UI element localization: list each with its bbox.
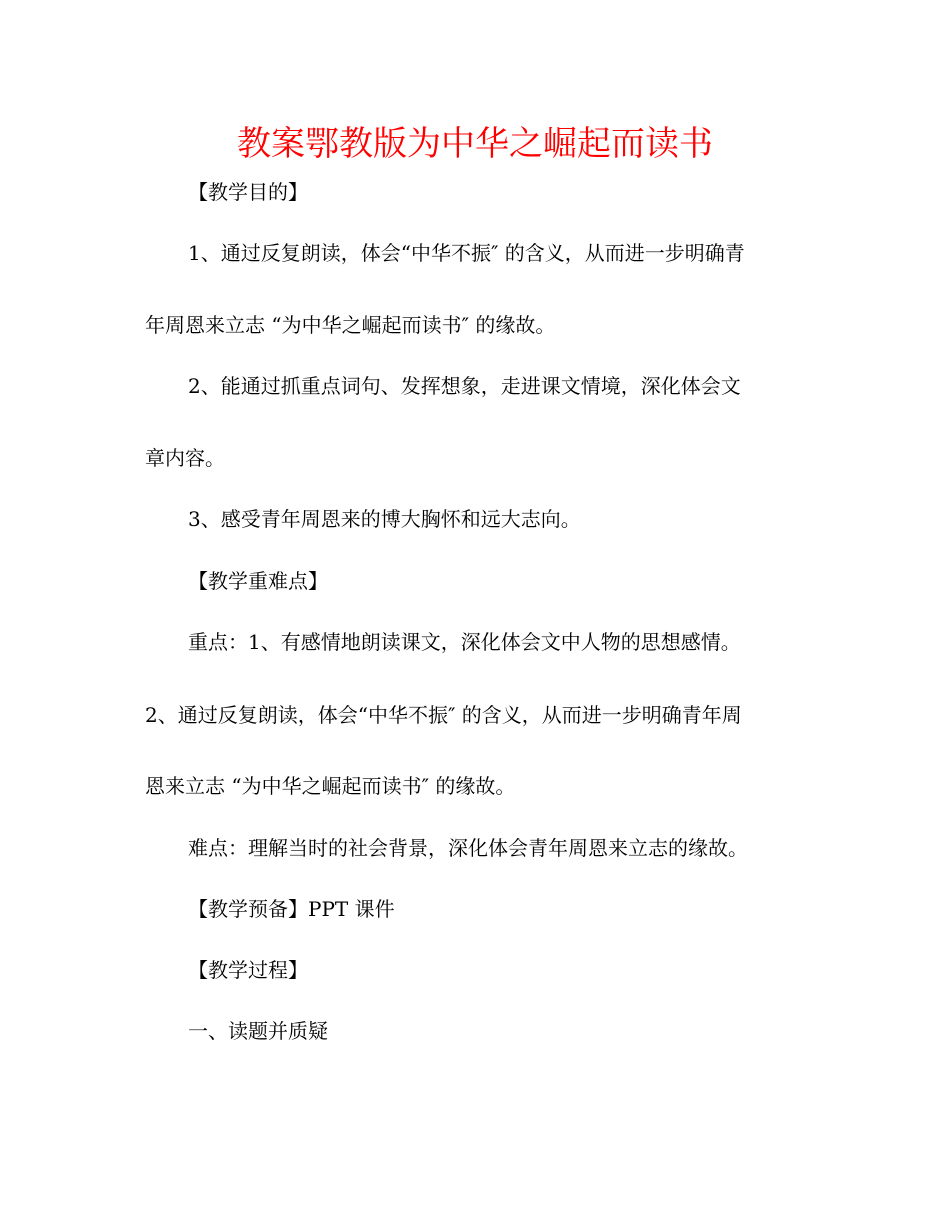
heading-key-points: 【教学重难点】 — [188, 569, 328, 593]
paragraph-line: 重点：1、有感情地朗读课文，深化体会文中人物的思想感情。 — [188, 630, 741, 654]
paragraph-line: 年周恩来立志 “为中华之崛起而读书″ 的缘故。 — [145, 313, 556, 337]
paragraph-line: 1、通过反复朗读，体会“中华不振″ 的含义，从而进一步明确青 — [188, 241, 745, 265]
heading-teaching-objectives: 【教学目的】 — [188, 180, 308, 204]
paragraph-line: 3、感受青年周恩来的博大胸怀和远大志向。 — [188, 507, 581, 531]
heading-teaching-process: 【教学过程】 — [188, 958, 308, 982]
paragraph-line: 难点：理解当时的社会背景，深化体会青年周恩来立志的缘故。 — [188, 836, 748, 860]
heading-teaching-preparation: 【教学预备】PPT 课件 — [188, 897, 395, 921]
paragraph-line: 2、能通过抓重点词句、发挥想象，走进课文情境，深化体会文 — [188, 374, 741, 398]
section-heading: 一、读题并质疑 — [188, 1019, 328, 1043]
paragraph-line: 恩来立志 “为中华之崛起而读书″ 的缘故。 — [145, 774, 516, 798]
document-title: 教案鄂教版为中华之崛起而读书 — [237, 124, 713, 164]
paragraph-line: 章内容。 — [145, 446, 225, 470]
paragraph-line: 2、通过反复朗读，体会“中华不振″ 的含义，从而进一步明确青年周 — [145, 703, 742, 727]
